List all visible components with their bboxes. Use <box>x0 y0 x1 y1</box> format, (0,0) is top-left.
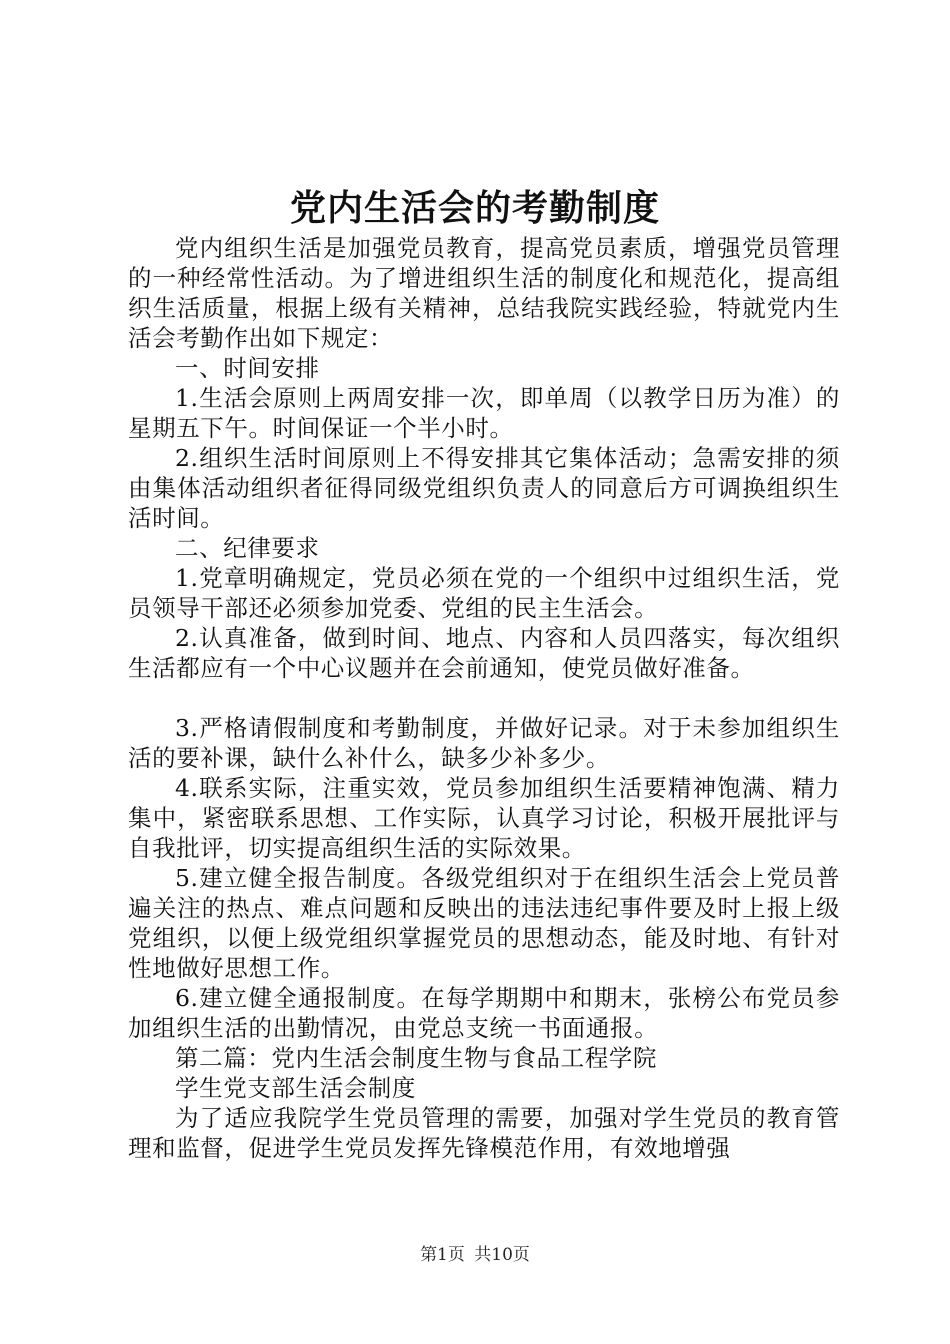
page-number: 第1页 <box>420 1245 465 1265</box>
discipline-item-4: 4.联系实际，注重实效，党员参加组织生活要精神饱满、精力集中，紧密联系思想、工作实际，认真学习讨论，积极开展批评与自我批评，切实提高组织生活的实际效果。 <box>128 774 840 862</box>
document-title: 党内生活会的考勤制度 <box>289 187 660 229</box>
intro-paragraph: 党内组织生活是加强党员教育，提高党员素质，增强党员管理的一种经常性活动。为了增进组织生活的制度化和规范化，提高组织生活质量，根据上级有关精神，总结我院实践经验，特就党内生活会考勤作出如下规定： <box>128 234 840 352</box>
page-total: 共10页 <box>474 1245 530 1265</box>
part2-subheading: 学生党支部生活会制度 <box>175 1074 416 1102</box>
paragraph-gap <box>128 683 840 713</box>
discipline-item-6: 6.建立健全通报制度。在每学期期中和期末，张榜公布党员参加组织生活的出勤情况，由党总支统一书面通报。 <box>128 984 840 1042</box>
discipline-item-2: 2.认真准备，做到时间、地点、内容和人员四落实，每次组织生活都应有一个中心议题并在会前通知，使党员做好准备。 <box>128 624 840 682</box>
discipline-item-1: 1.党章明确规定，党员必须在党的一个组织中过组织生活，党员领导干部还必须参加党委、党组的民主生活会。 <box>128 564 840 622</box>
schedule-item-2: 2.组织生活时间原则上不得安排其它集体活动；急需安排的须由集体活动组织者征得同级党组织负责人的同意后方可调换组织生活时间。 <box>128 444 840 532</box>
page-footer <box>0 1244 950 1266</box>
discipline-item-5: 5.建立健全报告制度。各级党组织对于在组织生活会上党员普遍关注的热点、难点问题和反映出的违法违纪事件要及时上报上级党组织，以便上级党组织掌握党员的思想动态，能及时地、有针对性地做好思想工作。 <box>128 864 840 982</box>
section-heading-schedule: 一、时间安排 <box>175 354 320 382</box>
part2-intro-paragraph: 为了适应我院学生党员管理的需要，加强对学生党员的教育管理和监督，促进学生党员发挥先锋模范作用，有效地增强 <box>128 1104 840 1162</box>
schedule-item-1: 1.生活会原则上两周安排一次，即单周（以教学日历为准）的星期五下午。时间保证一个半小时。 <box>128 384 840 442</box>
discipline-item-3: 3.严格请假制度和考勤制度，并做好记录。对于未参加组织生活的要补课，缺什么补什么，缺多少补多少。 <box>128 714 840 772</box>
document-body <box>128 233 840 1163</box>
part2-heading: 第二篇：党内生活会制度生物与食品工程学院 <box>175 1044 657 1072</box>
section-heading-discipline: 二、纪律要求 <box>175 534 320 562</box>
